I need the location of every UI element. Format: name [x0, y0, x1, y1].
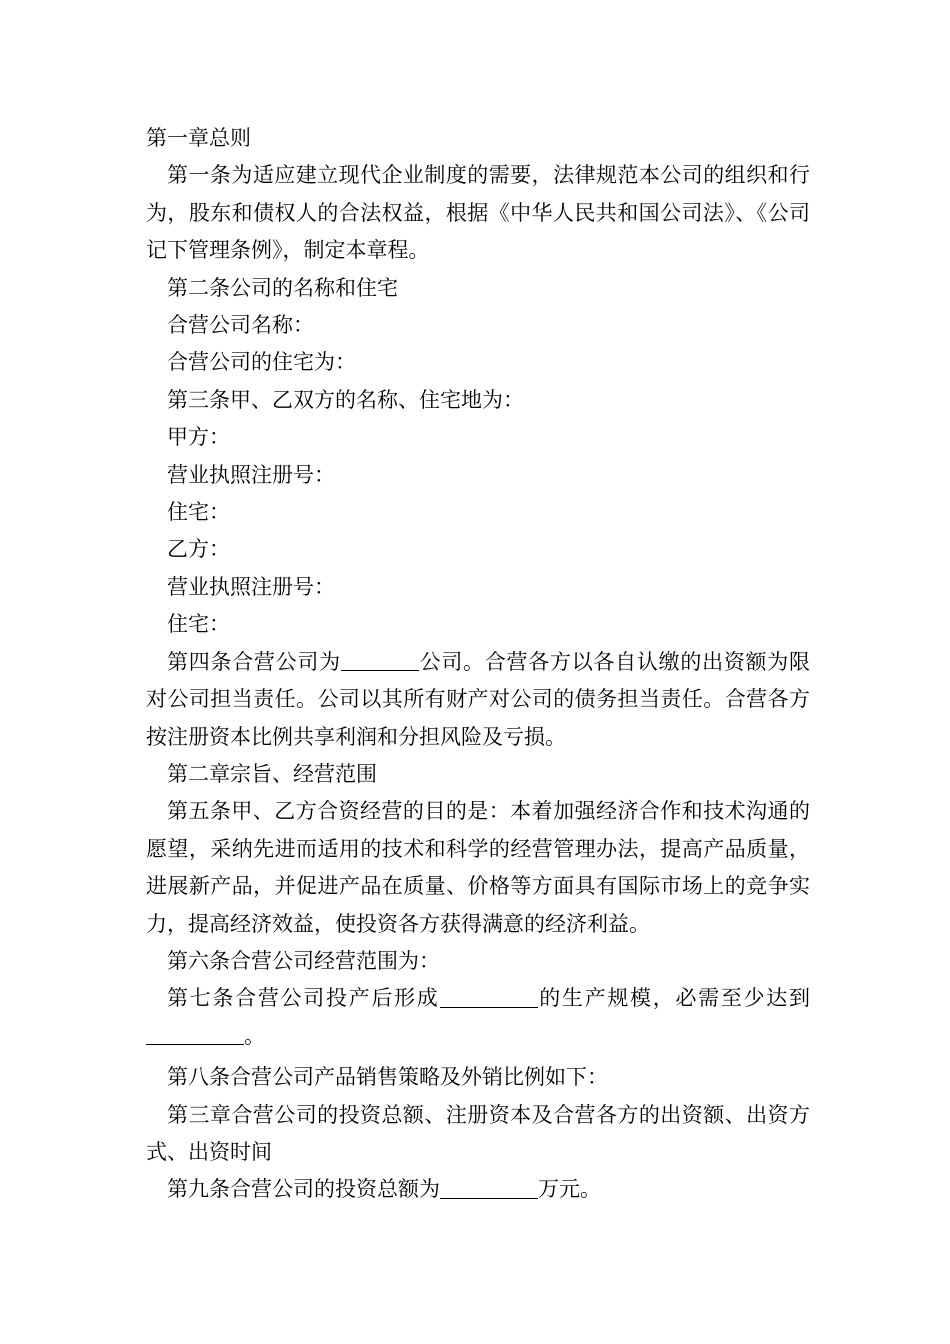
article-4: [146, 644, 810, 756]
article-8: 第八条合营公司产品销售策略及外销比例如下：: [167, 1065, 608, 1090]
party-a-address-line: 住宅：: [167, 500, 230, 525]
party-a-line: 甲方：: [167, 425, 230, 450]
party-b-license-line: 营业执照注册号：: [167, 574, 335, 599]
article-9-part-1: 第九条合营公司的投资总额为: [167, 1177, 440, 1202]
article-7-part-2: 的生产规模，必需至少达到: [537, 986, 810, 1011]
article-9-part-2: 万元。: [538, 1177, 601, 1202]
article-7: [146, 980, 810, 1055]
fill-in-blank: [440, 985, 538, 1008]
chapter-2-heading: 第二章宗旨、经营范围: [167, 761, 377, 786]
document-page: [146, 120, 810, 1209]
article-7-part-1: 第七条合营公司投产后形成: [167, 986, 440, 1011]
chapter-1-heading: 第一章总则: [146, 126, 251, 150]
fill-in-blank: [146, 1022, 244, 1045]
article-9: [146, 1171, 810, 1208]
article-4-part-2: 公司。合营各方以各自认缴的出资额为限对公司担当责任。公司以其所有财产对公司的债务担当责任。合营各方按注册资本比例共享利润和分担风险及亏损。: [146, 649, 811, 749]
fill-in-blank: [341, 648, 419, 671]
article-7-part-3: 。: [244, 1023, 265, 1048]
fill-in-blank: [440, 1176, 538, 1199]
article-3: 第三条甲、乙双方的名称、住宅地为：: [167, 387, 524, 412]
article-6: 第六条合营公司经营范围为：: [167, 948, 440, 973]
chapter-3-heading: 第三章合营公司的投资总额、注册资本及合营各方的出资额、出资方式、出资时间: [146, 1102, 810, 1164]
article-4-part-1: 第四条合营公司为: [167, 649, 341, 674]
party-b-line: 乙方：: [167, 537, 230, 562]
article-2: 第二条公司的名称和住宅: [167, 275, 398, 300]
party-b-address-line: 住宅：: [167, 612, 230, 637]
article-1: 第一条为适应建立现代企业制度的需要，法律规范本公司的组织和行为，股东和债权人的合法权益，根据《中华人民共和国公司法》、《公司记下管理条例》，制定本章程。: [146, 163, 810, 263]
article-5: 第五条甲、乙方合资经营的目的是：本着加强经济合作和技术沟通的愿望，采纳先进而适用的技术和科学的经营管理办法，提高产品质量，进展新产品，并促进产品在质量、价格等方面具有国际市场上的竞争实力，提高经济效益，使投资各方获得满意的经济利益。: [146, 799, 810, 936]
party-a-license-line: 营业执照注册号：: [167, 462, 335, 487]
jv-company-name-line: 合营公司名称：: [167, 313, 314, 338]
jv-company-address-line: 合营公司的住宅为：: [167, 350, 356, 375]
